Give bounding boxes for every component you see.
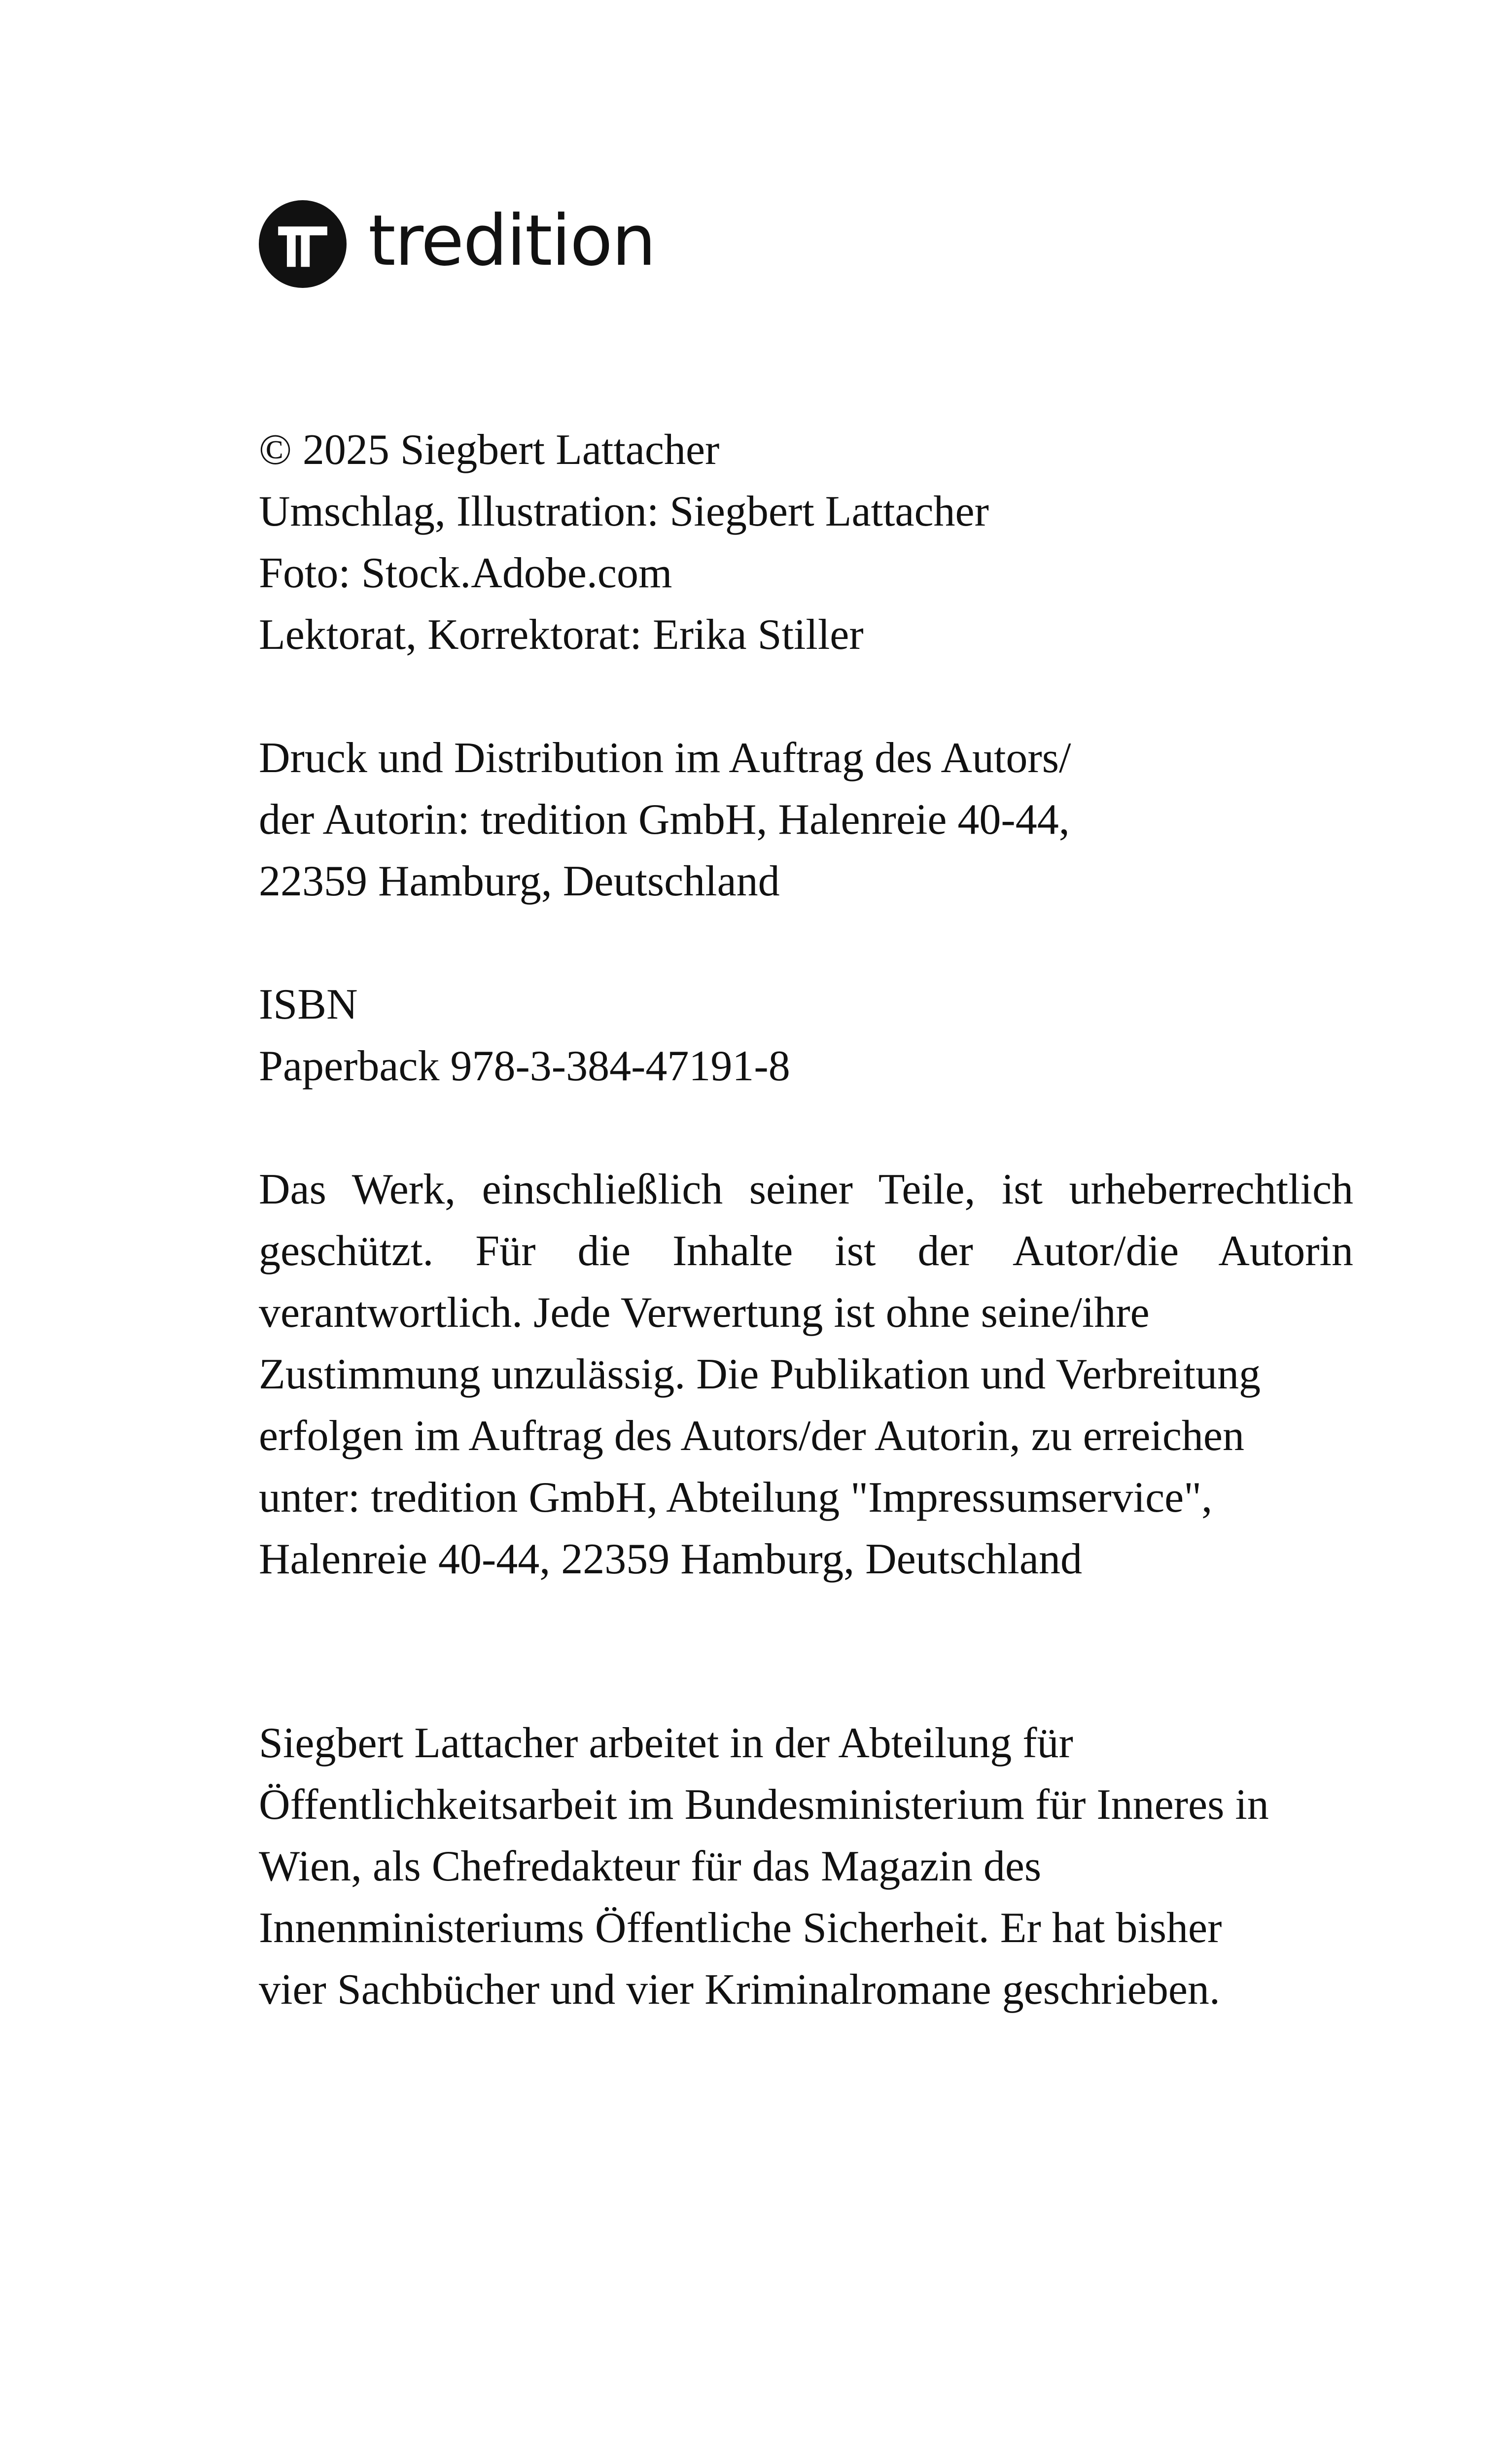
- isbn-paperback: Paperback 978-3-384-47191-8: [259, 1042, 790, 1090]
- notice-line: geschützt. Für die Inhalte ist der Autor/die Autorin: [259, 1227, 1353, 1275]
- notice-line: unter: tredition GmbH, Abteilung "Impressumservice",: [259, 1474, 1213, 1522]
- editing-credit: Lektorat, Korrektorat: Erika Stiller: [259, 611, 864, 659]
- bio-line: Siegbert Lattacher arbeitet in der Abteilung für: [259, 1719, 1073, 1767]
- notice-line: erfolgen im Auftrag des Autors/der Autorin, zu erreichen: [259, 1412, 1244, 1460]
- imprint-text: [259, 419, 1353, 2020]
- notice-line: verantwortlich. Jede Verwertung ist ohne seine/ihre: [259, 1289, 1150, 1337]
- author-bio: [259, 1712, 1353, 2020]
- tredition-logo-icon: [259, 200, 347, 288]
- bio-line: Öffentlichkeitsarbeit im Bundesministerium für Inneres in: [259, 1781, 1269, 1829]
- bio-line: vier Sachbücher und vier Kriminalromane geschrieben.: [259, 1966, 1220, 2014]
- distribution-block: [259, 727, 1353, 912]
- tredition-wordmark: tredition: [368, 200, 655, 282]
- cover-credit: Umschlag, Illustration: Siegbert Lattacher: [259, 488, 989, 535]
- photo-credit: Foto: Stock.Adobe.com: [259, 549, 672, 597]
- copyright-notice: [259, 1159, 1353, 1590]
- distribution-line: Druck und Distribution im Auftrag des Autors/: [259, 734, 1071, 782]
- bio-line: Wien, als Chefredakteur für das Magazin des: [259, 1843, 1042, 1890]
- notice-line: Zustimmung unzulässig. Die Publikation und Verbreitung: [259, 1350, 1261, 1398]
- isbn-block: [259, 974, 1353, 1097]
- bio-line: Innenministeriums Öffentliche Sicherheit. Er hat bisher: [259, 1904, 1222, 1952]
- notice-line: Halenreie 40-44, 22359 Hamburg, Deutschland: [259, 1535, 1082, 1583]
- distribution-line: 22359 Hamburg, Deutschland: [259, 857, 780, 905]
- copyright-line: © 2025 Siegbert Lattacher: [259, 426, 720, 474]
- notice-line: Das Werk, einschließlich seiner Teile, ist urheberrechtlich: [259, 1166, 1353, 1213]
- isbn-label: ISBN: [259, 981, 358, 1028]
- credits-block: [259, 419, 1353, 666]
- distribution-line: der Autorin: tredition GmbH, Halenreie 40-44,: [259, 796, 1070, 844]
- publisher-logo: [259, 200, 655, 288]
